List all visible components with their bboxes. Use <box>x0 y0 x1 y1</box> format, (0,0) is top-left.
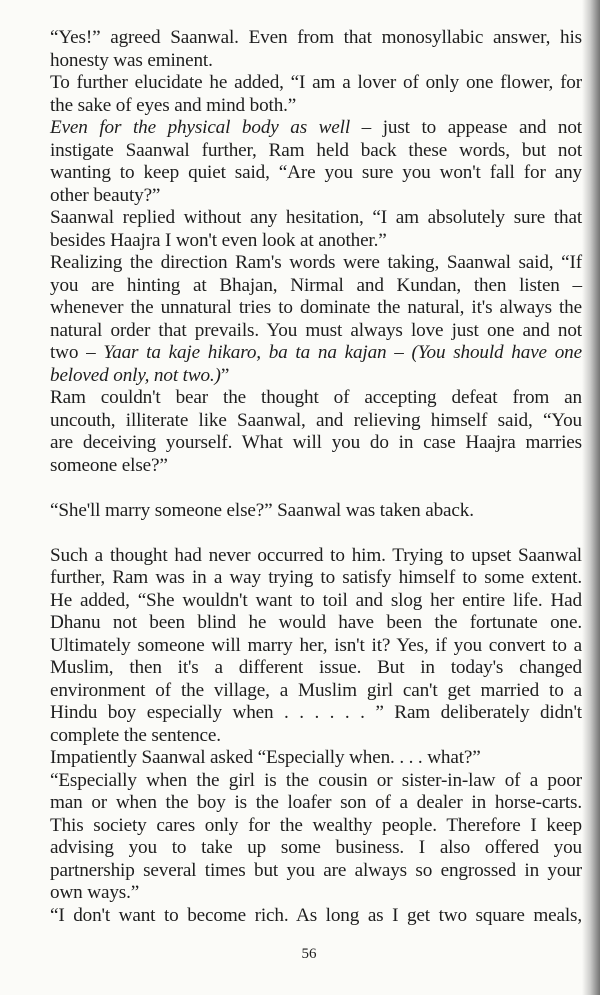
text-line <box>50 860 582 883</box>
text-span: honesty was eminent. <box>50 49 213 71</box>
text-line <box>50 432 582 455</box>
text-span: wanting to keep quiet said, “Are you sure you won't fall for any <box>50 162 582 183</box>
text-span: He added, “She wouldn't want to toil and slog her entire life. Had <box>50 589 582 611</box>
text-span: To further elucidate he added, “I am a lover of only one flower, for <box>50 72 582 93</box>
text-line <box>50 680 582 703</box>
text-span: whenever the unnatural tries to dominate the natural, it's always the <box>50 297 582 318</box>
text-span: Ultimately someone will marry her, isn't it? Yes, if you convert to a <box>50 634 582 656</box>
text-span: own ways.” <box>50 882 140 903</box>
text-line <box>50 522 582 545</box>
text-span: Impatiently Saanwal asked “Especially when. . . . what?” <box>50 747 481 768</box>
text-line <box>50 500 582 523</box>
text-span: you are hinting at Bhajan, Nirmal and Kundan, then listen – <box>50 274 582 296</box>
text-span: two – <box>50 342 104 363</box>
text-line <box>50 725 582 748</box>
text-line <box>50 162 582 185</box>
text-line <box>50 792 582 815</box>
text-line <box>50 477 582 500</box>
text-span: – just to appease and not <box>350 117 582 138</box>
text-line <box>50 72 582 95</box>
text-span: man or when the boy is the loafer son of a dealer in horse-carts. <box>50 792 582 813</box>
text-line <box>50 365 582 388</box>
text-span: “Yes!” agreed Saanwal. Even from that monosyllabic answer, his <box>50 27 582 48</box>
text-span: Saanwal replied without any hesitation, “I am absolutely sure that <box>50 207 582 228</box>
text-line <box>50 545 582 568</box>
text-span: “She'll marry someone else?” Saanwal was taken aback. <box>50 499 474 521</box>
text-span: advising you to take up some business. I also offered you <box>50 837 582 858</box>
italic-text: beloved only, not two.) <box>50 364 221 386</box>
text-line <box>50 95 582 118</box>
text-line <box>50 387 582 410</box>
text-line <box>50 207 582 230</box>
text-span: further, Ram was in a way trying to satisfy himself to some extent. <box>50 567 582 588</box>
text-line <box>50 747 582 770</box>
page-number: 56 <box>301 946 317 962</box>
text-line <box>50 320 582 343</box>
body-text <box>50 27 582 927</box>
text-span: someone else?” <box>50 454 168 476</box>
text-span: “Especially when the girl is the cousin or sister-in-law of a poor <box>50 769 582 791</box>
text-line <box>50 117 582 140</box>
page-binding-shadow <box>582 0 600 995</box>
text-line <box>50 567 582 590</box>
text-span: Realizing the direction Ram's words were taking, Saanwal said, “If <box>50 252 582 273</box>
text-span: complete the sentence. <box>50 724 221 746</box>
text-line <box>50 230 582 253</box>
text-line <box>50 612 582 635</box>
text-span: ” <box>220 364 230 386</box>
text-line <box>50 342 582 365</box>
text-line <box>50 815 582 838</box>
text-span: Ram couldn't bear the thought of accepting defeat from an <box>50 387 582 408</box>
italic-text: Even for the physical body as well <box>50 117 351 138</box>
text-line <box>50 252 582 275</box>
text-span: uncouth, illiterate like Saanwal, and relieving himself said, “You <box>50 409 582 431</box>
text-span: Muslim, then it's a different issue. But in today's changed <box>50 657 582 678</box>
text-span: Such a thought had never occurred to him. Trying to upset Saanwal <box>50 544 582 566</box>
text-line <box>50 770 582 793</box>
text-line <box>50 185 582 208</box>
text-span: This society cares only for the wealthy people. Therefore I keep <box>50 814 582 836</box>
text-line <box>50 410 582 433</box>
text-span: besides Haajra I won't even look at another.” <box>50 229 387 251</box>
text-span: natural order that prevails. You must always love just one and not <box>50 319 582 341</box>
text-line <box>50 882 582 905</box>
text-line <box>50 455 582 478</box>
text-span: other beauty?” <box>50 184 161 206</box>
text-span: are deceiving yourself. What will you do in case Haajra marries <box>50 432 582 453</box>
text-span: instigate Saanwal further, Ram held back these words, but not <box>50 139 582 161</box>
text-line <box>50 590 582 613</box>
text-line <box>50 837 582 860</box>
text-line <box>50 140 582 163</box>
text-line <box>50 702 582 725</box>
text-span: Hindu boy especially when . . . . . . ” Ram deliberately didn't <box>50 702 582 723</box>
text-line <box>50 657 582 680</box>
text-span: partnership several times but you are always so engrossed in your <box>50 859 582 881</box>
text-span: environment of the village, a Muslim girl can't get married to a <box>50 679 582 701</box>
text-span: the sake of eyes and mind both.” <box>50 94 297 116</box>
text-line <box>50 50 582 73</box>
text-line <box>50 27 582 50</box>
text-span: “I don't want to become rich. As long as I get two square meals, <box>50 904 582 926</box>
text-line <box>50 635 582 658</box>
italic-text: Yaar ta kaje hikaro, ba ta na kajan – (You should have one <box>103 342 582 363</box>
text-line <box>50 297 582 320</box>
text-span: Dhanu not been blind he would have been the fortunate one. <box>50 612 582 633</box>
text-line <box>50 275 582 298</box>
text-line <box>50 905 582 928</box>
